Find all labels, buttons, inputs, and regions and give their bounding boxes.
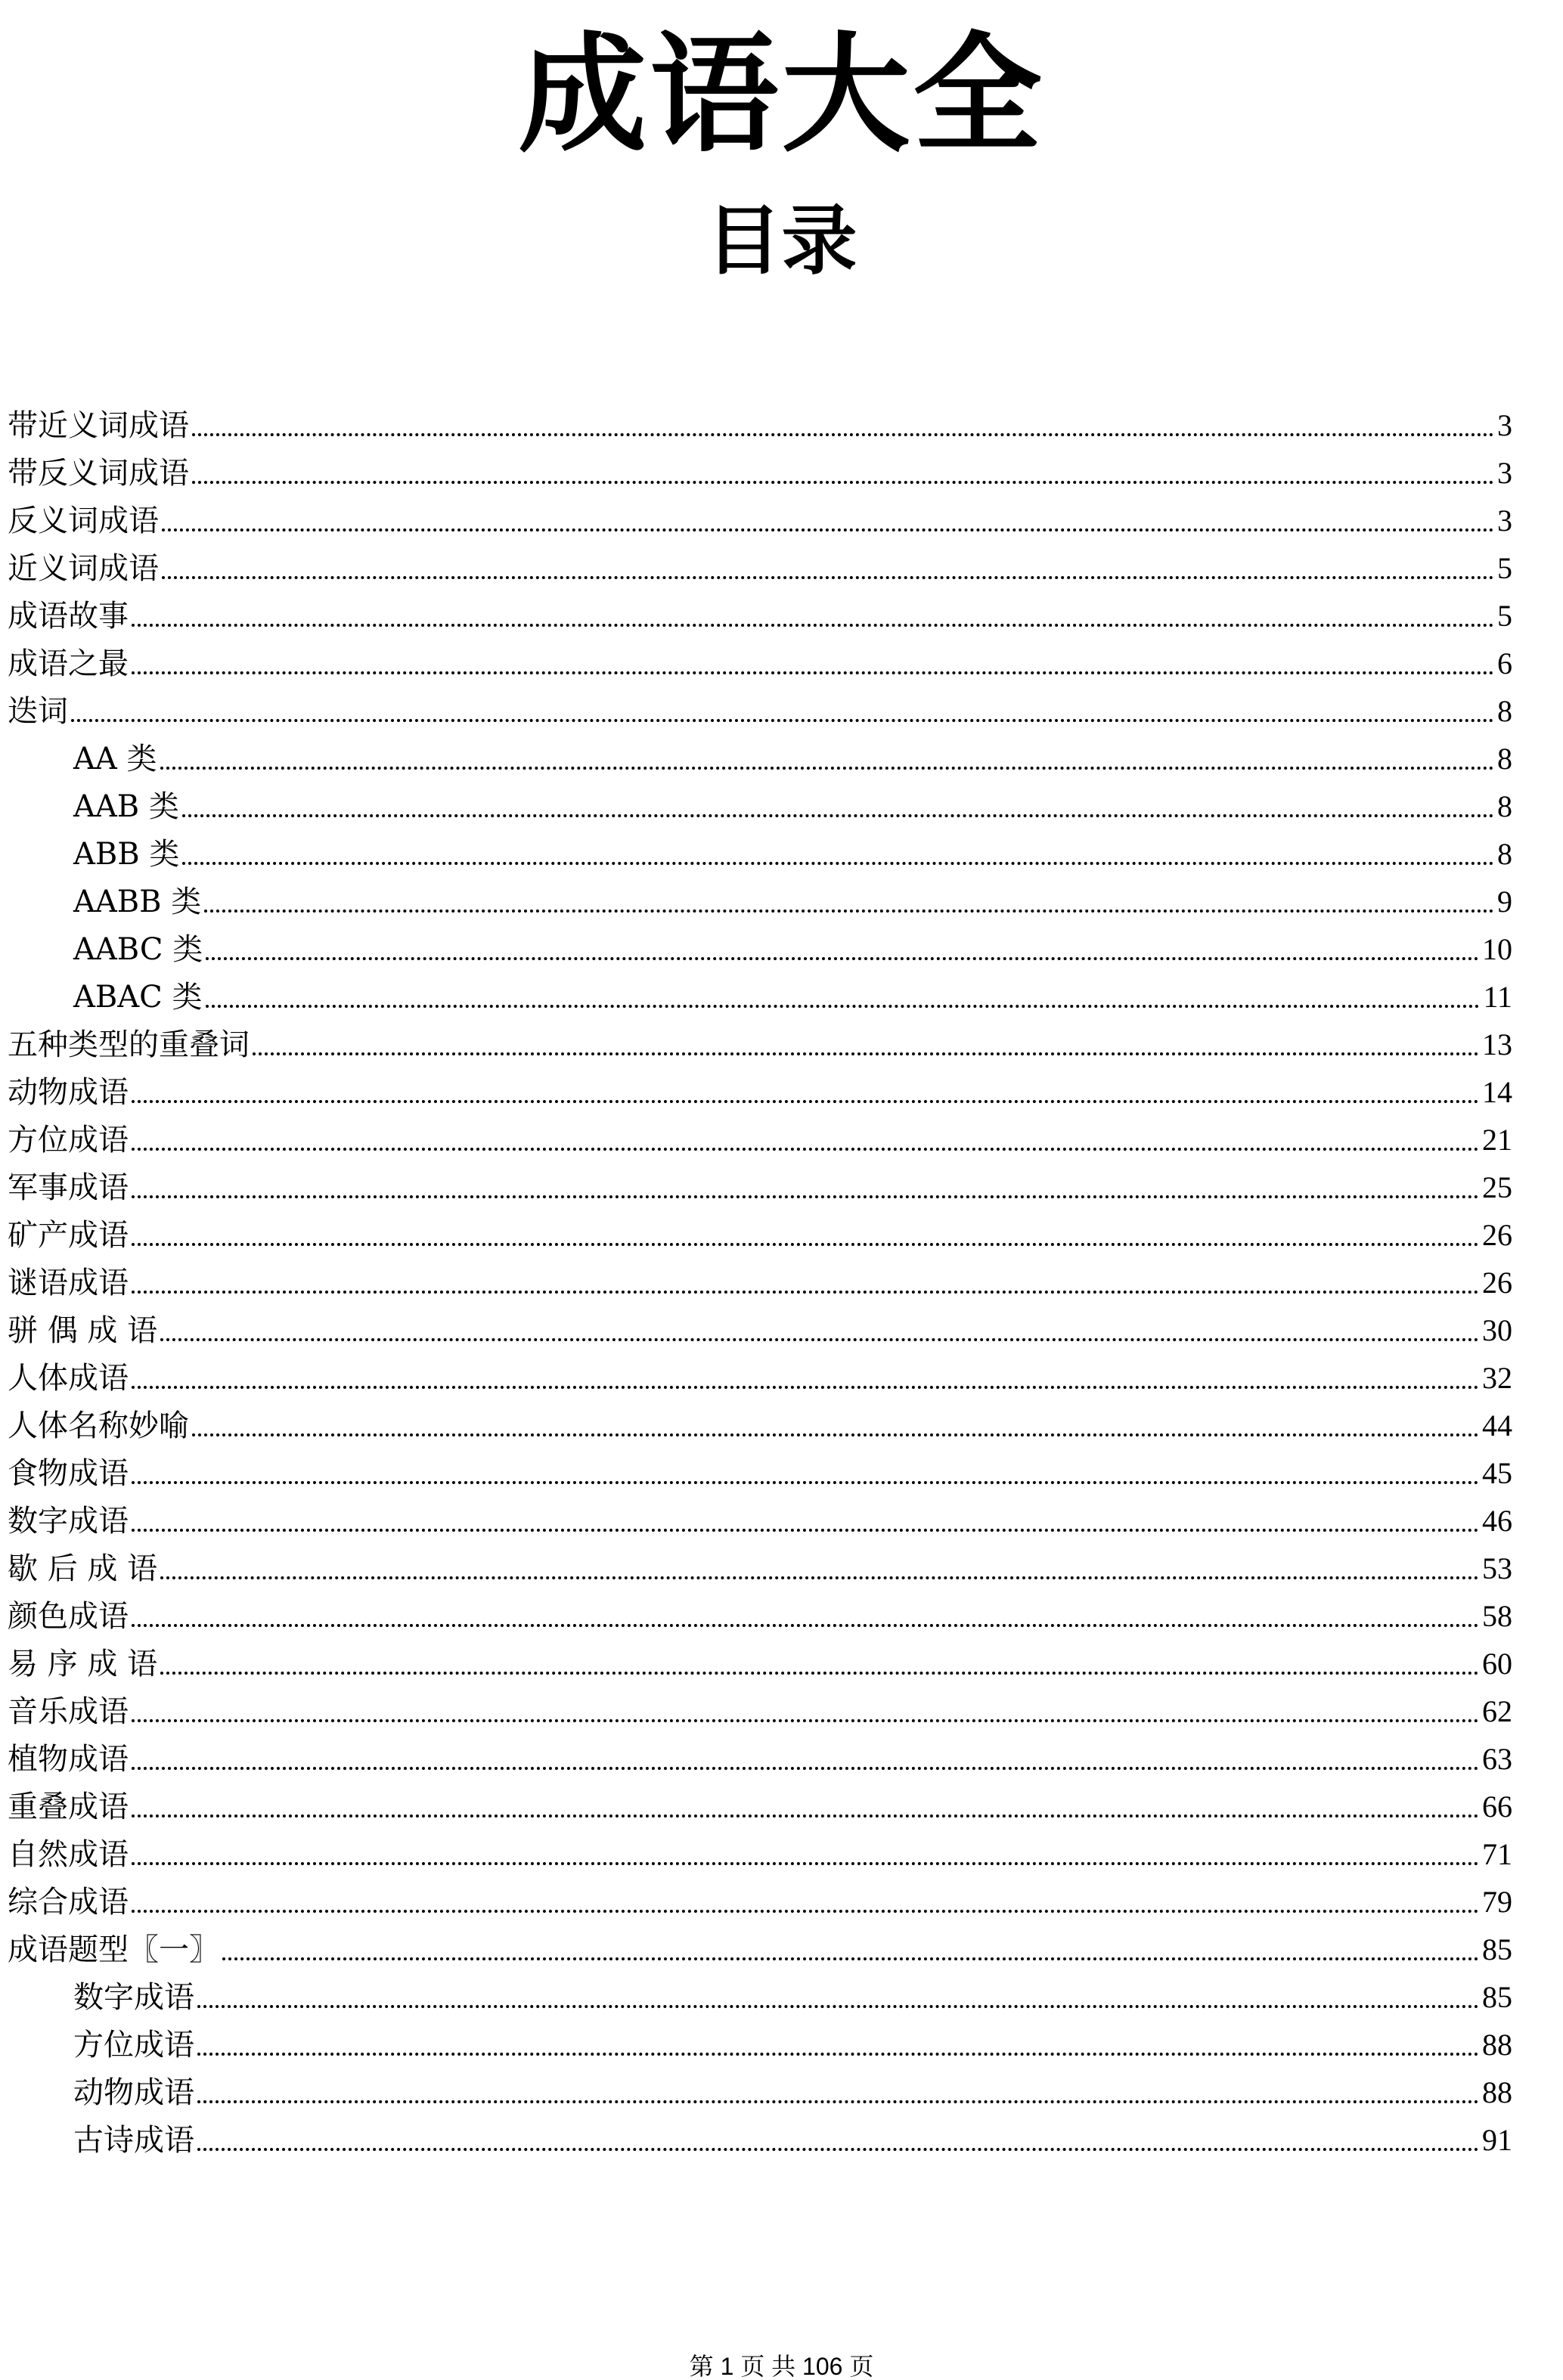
toc-entry-label: 成语题型〖一〗 — [8, 1932, 219, 1967]
toc-entry[interactable] — [8, 1923, 1512, 1971]
dot-leader — [132, 1767, 1479, 1770]
table-of-contents — [8, 399, 1512, 2162]
toc-entry-label: 动物成语 — [73, 2075, 194, 2110]
toc-entry-page: 63 — [1482, 1742, 1512, 1776]
toc-entry[interactable] — [8, 2019, 1512, 2066]
toc-entry-label: 动物成语 — [8, 1075, 129, 1110]
toc-entry-page: 88 — [1482, 2028, 1512, 2062]
toc-entry[interactable] — [8, 1590, 1512, 1638]
dot-leader — [132, 1814, 1479, 1818]
toc-entry[interactable] — [8, 1542, 1512, 1590]
toc-entry-label: 数字成语 — [8, 1504, 129, 1539]
toc-entry[interactable] — [8, 828, 1512, 875]
dot-leader — [192, 433, 1494, 436]
toc-entry-label: AABC 类 — [73, 932, 203, 967]
dot-leader — [71, 719, 1494, 722]
toc-entry-label: 综合成语 — [8, 1885, 129, 1920]
toc-entry-label: 数字成语 — [73, 1980, 194, 2015]
dot-leader — [206, 1005, 1481, 1008]
toc-entry-page: 60 — [1482, 1647, 1512, 1681]
toc-entry-page: 13 — [1482, 1027, 1512, 1061]
toc-entry[interactable] — [8, 542, 1512, 590]
toc-entry-label: AA 类 — [73, 742, 157, 776]
toc-entry[interactable] — [8, 1399, 1512, 1447]
toc-entry[interactable] — [8, 780, 1512, 828]
toc-entry[interactable] — [8, 2066, 1512, 2114]
toc-entry-page: 10 — [1482, 932, 1512, 966]
toc-entry-label: 音乐成语 — [8, 1694, 129, 1729]
toc-entry-page: 3 — [1497, 456, 1512, 490]
toc-entry-page: 9 — [1497, 885, 1512, 919]
toc-entry-label: 食物成语 — [8, 1456, 129, 1491]
dot-leader — [197, 2005, 1479, 2008]
toc-entry[interactable] — [8, 447, 1512, 494]
toc-entry[interactable] — [8, 1257, 1512, 1304]
dot-leader — [132, 1148, 1479, 1151]
toc-entry-page: 26 — [1482, 1266, 1512, 1300]
toc-entry-label: 近义词成语 — [8, 551, 159, 586]
toc-entry[interactable] — [8, 494, 1512, 542]
dot-leader — [192, 1433, 1479, 1436]
toc-entry-page: 5 — [1497, 599, 1512, 633]
toc-entry-label: 人体成语 — [8, 1361, 129, 1396]
toc-entry-page: 66 — [1482, 1790, 1512, 1824]
toc-entry[interactable] — [8, 1209, 1512, 1257]
dot-leader — [197, 2100, 1479, 2103]
toc-entry-label: 人体名称妙喻 — [8, 1408, 189, 1443]
toc-entry[interactable] — [8, 2114, 1512, 2162]
toc-entry[interactable] — [8, 1733, 1512, 1780]
toc-entry-label: 方位成语 — [8, 1123, 129, 1157]
toc-entry[interactable] — [8, 1114, 1512, 1161]
toc-entry-page: 14 — [1482, 1075, 1512, 1109]
toc-entry[interactable] — [8, 1447, 1512, 1495]
dot-leader — [132, 1243, 1479, 1246]
toc-entry-page: 3 — [1497, 504, 1512, 538]
dot-leader — [132, 1624, 1479, 1627]
toc-entry[interactable] — [8, 685, 1512, 733]
toc-entry-page: 3 — [1497, 408, 1512, 442]
dot-leader — [132, 1529, 1479, 1532]
toc-entry-label: 易 序 成 语 — [8, 1647, 158, 1681]
toc-entry-page: 6 — [1497, 646, 1512, 680]
toc-entry-label: 古诗成语 — [73, 2123, 194, 2158]
dot-leader — [132, 1100, 1479, 1103]
dot-leader — [162, 576, 1494, 579]
toc-entry-page: 8 — [1497, 742, 1512, 776]
toc-entry-page: 46 — [1482, 1504, 1512, 1538]
dot-leader — [182, 862, 1494, 865]
toc-entry[interactable] — [8, 733, 1512, 780]
toc-entry-page: 62 — [1482, 1694, 1512, 1728]
dot-leader — [132, 1910, 1479, 1913]
dot-leader — [132, 624, 1494, 627]
document-title: 成语大全 — [518, 19, 1045, 170]
toc-entry-label: 重叠成语 — [8, 1790, 129, 1824]
toc-entry-label: ABAC 类 — [73, 980, 203, 1015]
toc-entry-page: 8 — [1497, 789, 1512, 823]
dot-leader — [132, 1291, 1479, 1294]
toc-entry[interactable] — [8, 923, 1512, 971]
dot-leader — [160, 767, 1495, 770]
toc-entry-page: 45 — [1482, 1456, 1512, 1490]
toc-entry[interactable] — [8, 1876, 1512, 1923]
toc-entry[interactable] — [8, 1066, 1512, 1114]
toc-entry[interactable] — [8, 1638, 1512, 1685]
dot-leader — [197, 2053, 1479, 2056]
toc-entry-page: 26 — [1482, 1218, 1512, 1252]
dot-leader — [132, 1862, 1479, 1865]
toc-entry-page: 71 — [1482, 1837, 1512, 1871]
toc-entry-label: 颜色成语 — [8, 1599, 129, 1634]
toc-entry[interactable] — [8, 1495, 1512, 1542]
toc-entry-page: 91 — [1482, 2123, 1512, 2157]
dot-leader — [160, 1576, 1479, 1579]
toc-entry-label: 带近义词成语 — [8, 408, 189, 443]
toc-entry[interactable] — [8, 1828, 1512, 1876]
toc-entry[interactable] — [8, 637, 1512, 685]
toc-entry-page: 8 — [1497, 837, 1512, 871]
toc-entry-page: 8 — [1497, 694, 1512, 728]
dot-leader — [197, 2148, 1479, 2151]
dot-leader — [204, 910, 1494, 913]
toc-entry[interactable] — [8, 1780, 1512, 1828]
toc-entry-label: 五种类型的重叠词 — [8, 1027, 250, 1062]
page-footer: 第 1 页 共 106 页 — [689, 2353, 874, 2380]
toc-entry-page: 53 — [1482, 1551, 1512, 1585]
toc-entry-page: 58 — [1482, 1599, 1512, 1633]
toc-entry-label: AAB 类 — [73, 789, 179, 824]
toc-entry[interactable] — [8, 590, 1512, 637]
toc-entry-page: 32 — [1482, 1361, 1512, 1395]
toc-entry-page: 44 — [1482, 1408, 1512, 1443]
toc-entry[interactable] — [8, 1018, 1512, 1066]
toc-entry-label: 谜语成语 — [8, 1266, 129, 1300]
toc-entry-page: 30 — [1482, 1313, 1512, 1347]
dot-leader — [160, 1672, 1479, 1675]
toc-entry-label: 歇 后 成 语 — [8, 1551, 158, 1586]
toc-entry-label: 成语之最 — [8, 646, 129, 681]
toc-entry[interactable] — [8, 875, 1512, 923]
dot-leader — [182, 814, 1494, 817]
toc-entry-label: 方位成语 — [73, 2028, 194, 2062]
toc-entry-label: 自然成语 — [8, 1837, 129, 1872]
toc-entry-page: 11 — [1483, 980, 1512, 1014]
dot-leader — [253, 1052, 1479, 1055]
dot-leader — [222, 1957, 1479, 1960]
dot-leader — [132, 1481, 1479, 1484]
toc-entry[interactable] — [8, 1971, 1512, 2019]
toc-entry-page: 79 — [1482, 1885, 1512, 1919]
toc-entry-label: 植物成语 — [8, 1742, 129, 1777]
dot-leader — [206, 957, 1479, 960]
toc-entry[interactable] — [8, 1685, 1512, 1733]
toc-entry[interactable] — [8, 399, 1512, 447]
dot-leader — [132, 1195, 1479, 1198]
toc-entry-label: 矿产成语 — [8, 1218, 129, 1253]
toc-entry-label: 迭词 — [8, 694, 68, 729]
toc-entry[interactable] — [8, 1161, 1512, 1209]
toc-entry[interactable] — [8, 1352, 1512, 1399]
dot-leader — [132, 671, 1494, 674]
toc-entry-label: ABB 类 — [73, 837, 180, 872]
toc-entry-label: 成语故事 — [8, 599, 129, 634]
dot-leader — [132, 1386, 1479, 1389]
toc-entry-page: 88 — [1482, 2075, 1512, 2109]
toc-heading: 目录 — [706, 196, 857, 285]
dot-leader — [160, 1338, 1479, 1341]
toc-entry-page: 25 — [1482, 1170, 1512, 1204]
toc-entry-page: 85 — [1482, 1932, 1512, 1966]
toc-entry-label: 带反义词成语 — [8, 456, 189, 491]
toc-entry-label: 骈 偶 成 语 — [8, 1313, 158, 1348]
toc-entry-label: 军事成语 — [8, 1170, 129, 1205]
toc-entry-label: AABB 类 — [73, 885, 202, 919]
toc-entry-label: 反义词成语 — [8, 504, 159, 538]
toc-entry-page: 21 — [1482, 1123, 1512, 1157]
dot-leader — [162, 528, 1494, 531]
dot-leader — [132, 1719, 1479, 1722]
dot-leader — [192, 481, 1494, 484]
toc-entry-page: 85 — [1482, 1980, 1512, 2014]
toc-entry-page: 5 — [1497, 551, 1512, 585]
toc-entry[interactable] — [8, 971, 1512, 1018]
toc-entry[interactable] — [8, 1304, 1512, 1352]
